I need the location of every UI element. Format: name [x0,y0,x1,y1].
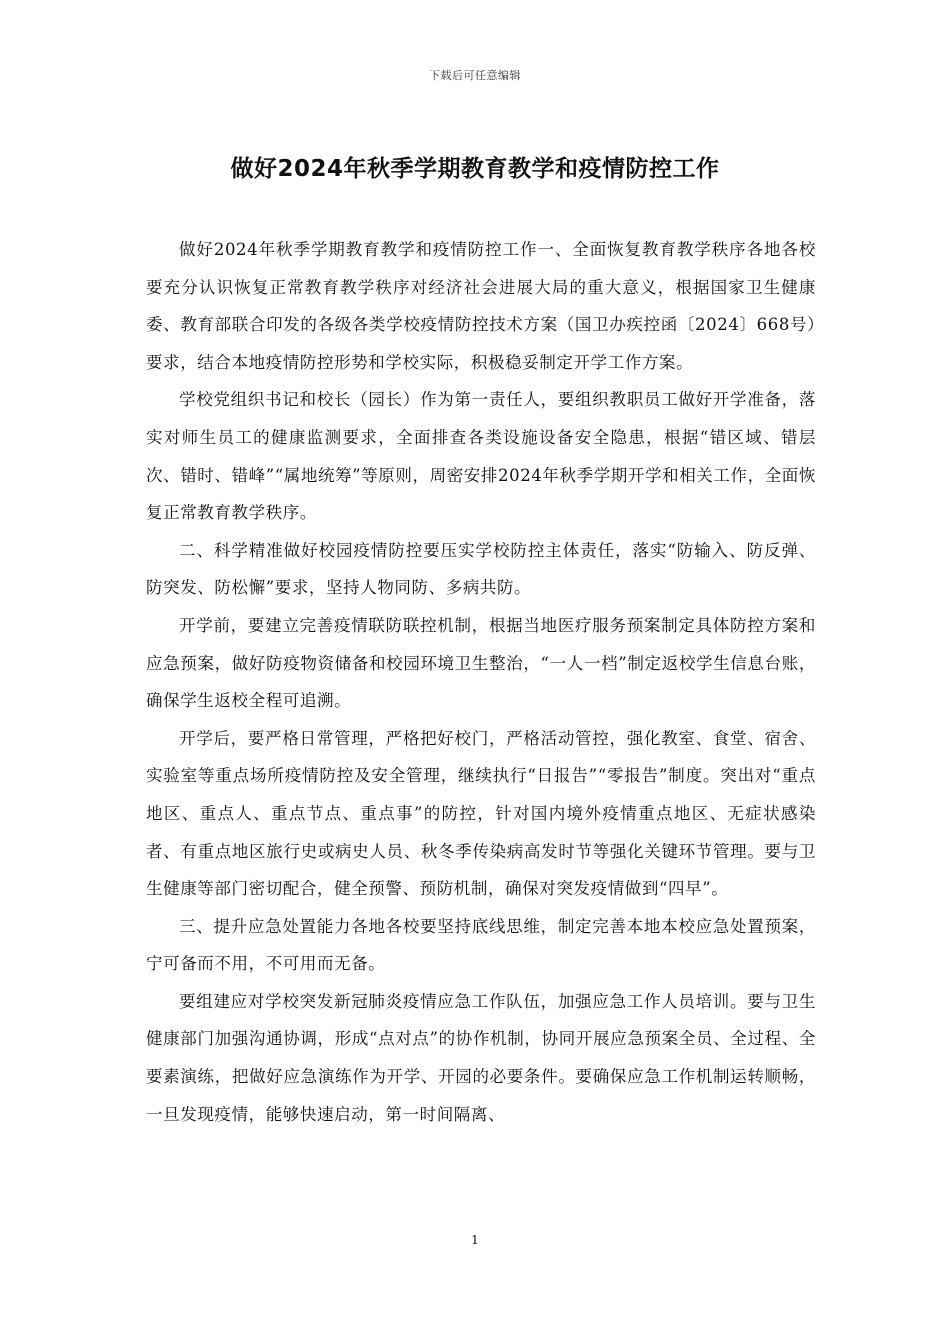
document-body [146,231,816,1133]
paragraph: 开学前，要建立完善疫情联防联控机制，根据当地医疗服务预案制定具体防控方案和应急预案，做好防疫物资储备和校园环境卫生整治，“一人一档”制定返校学生信息台账，确保学生返校全程可追溯。 [146,615,816,711]
paragraph: 二、科学精准做好校园疫情防控要压实学校防控主体责任，落实“防输入、防反弹、防突发、防松懈”要求，坚持人物同防、多病共防。 [146,540,816,598]
page-number: 1 [471,1233,479,1247]
header-note: 下载后可任意编辑 [429,69,521,82]
document-title: 做好2024年秋季学期教育教学和疫情防控工作 [230,156,720,182]
paragraph: 要组建应对学校突发新冠肺炎疫情应急工作队伍，加强应急工作人员培训。要与卫生健康部门加强沟通协调，形成“点对点”的协作机制，协同开展应急预案全员、全过程、全要素演练，把做好应急演练作为开学、开园的必要条件。要确保应急工作机制运转顺畅，一旦发现疫情，能够快速启动，第一时间隔离、 [146,991,816,1124]
paragraph: 做好2024年秋季学期教育教学和疫情防控工作一、全面恢复教育教学秩序各地各校要充分认识恢复正常教育教学秩序对经济社会进展大局的重大意义，根据国家卫生健康委、教育部联合印发的各级各类学校疫情防控技术方案（国卫办疾控函〔2024〕668号）要求，结合本地疫情防控形势和学校实际，积极稳妥制定开学工作方案。 [146,240,816,372]
paragraph: 学校党组织书记和校长（园长）作为第一责任人，要组织教职员工做好开学准备，落实对师生员工的健康监测要求，全面排查各类设施设备安全隐患，根据“错区域、错层次、错时、错峰”“属地统筹”等原则，周密安排2024年秋季学期开学和相关工作，全面恢复正常教育教学秩序。 [146,390,816,523]
paragraph: 三、提升应急处置能力各地各校要坚持底线思维，制定完善本地本校应急处置预案，宁可备而不用，不可用而无备。 [146,916,816,974]
paragraph: 开学后，要严格日常管理，严格把好校门，严格活动管控，强化教室、食堂、宿舍、实验室等重点场所疫情防控及安全管理，继续执行“日报告”“零报告”制度。突出对“重点地区、重点人、重点节点、重点事”的防控，针对国内境外疫情重点地区、无症状感染者、有重点地区旅行史或病史人员、秋冬季传染病高发时节等强化关键环节管理。要与卫生健康等部门密切配合，健全预警、预防机制，确保对突发疫情做到“四早”。 [146,728,816,899]
